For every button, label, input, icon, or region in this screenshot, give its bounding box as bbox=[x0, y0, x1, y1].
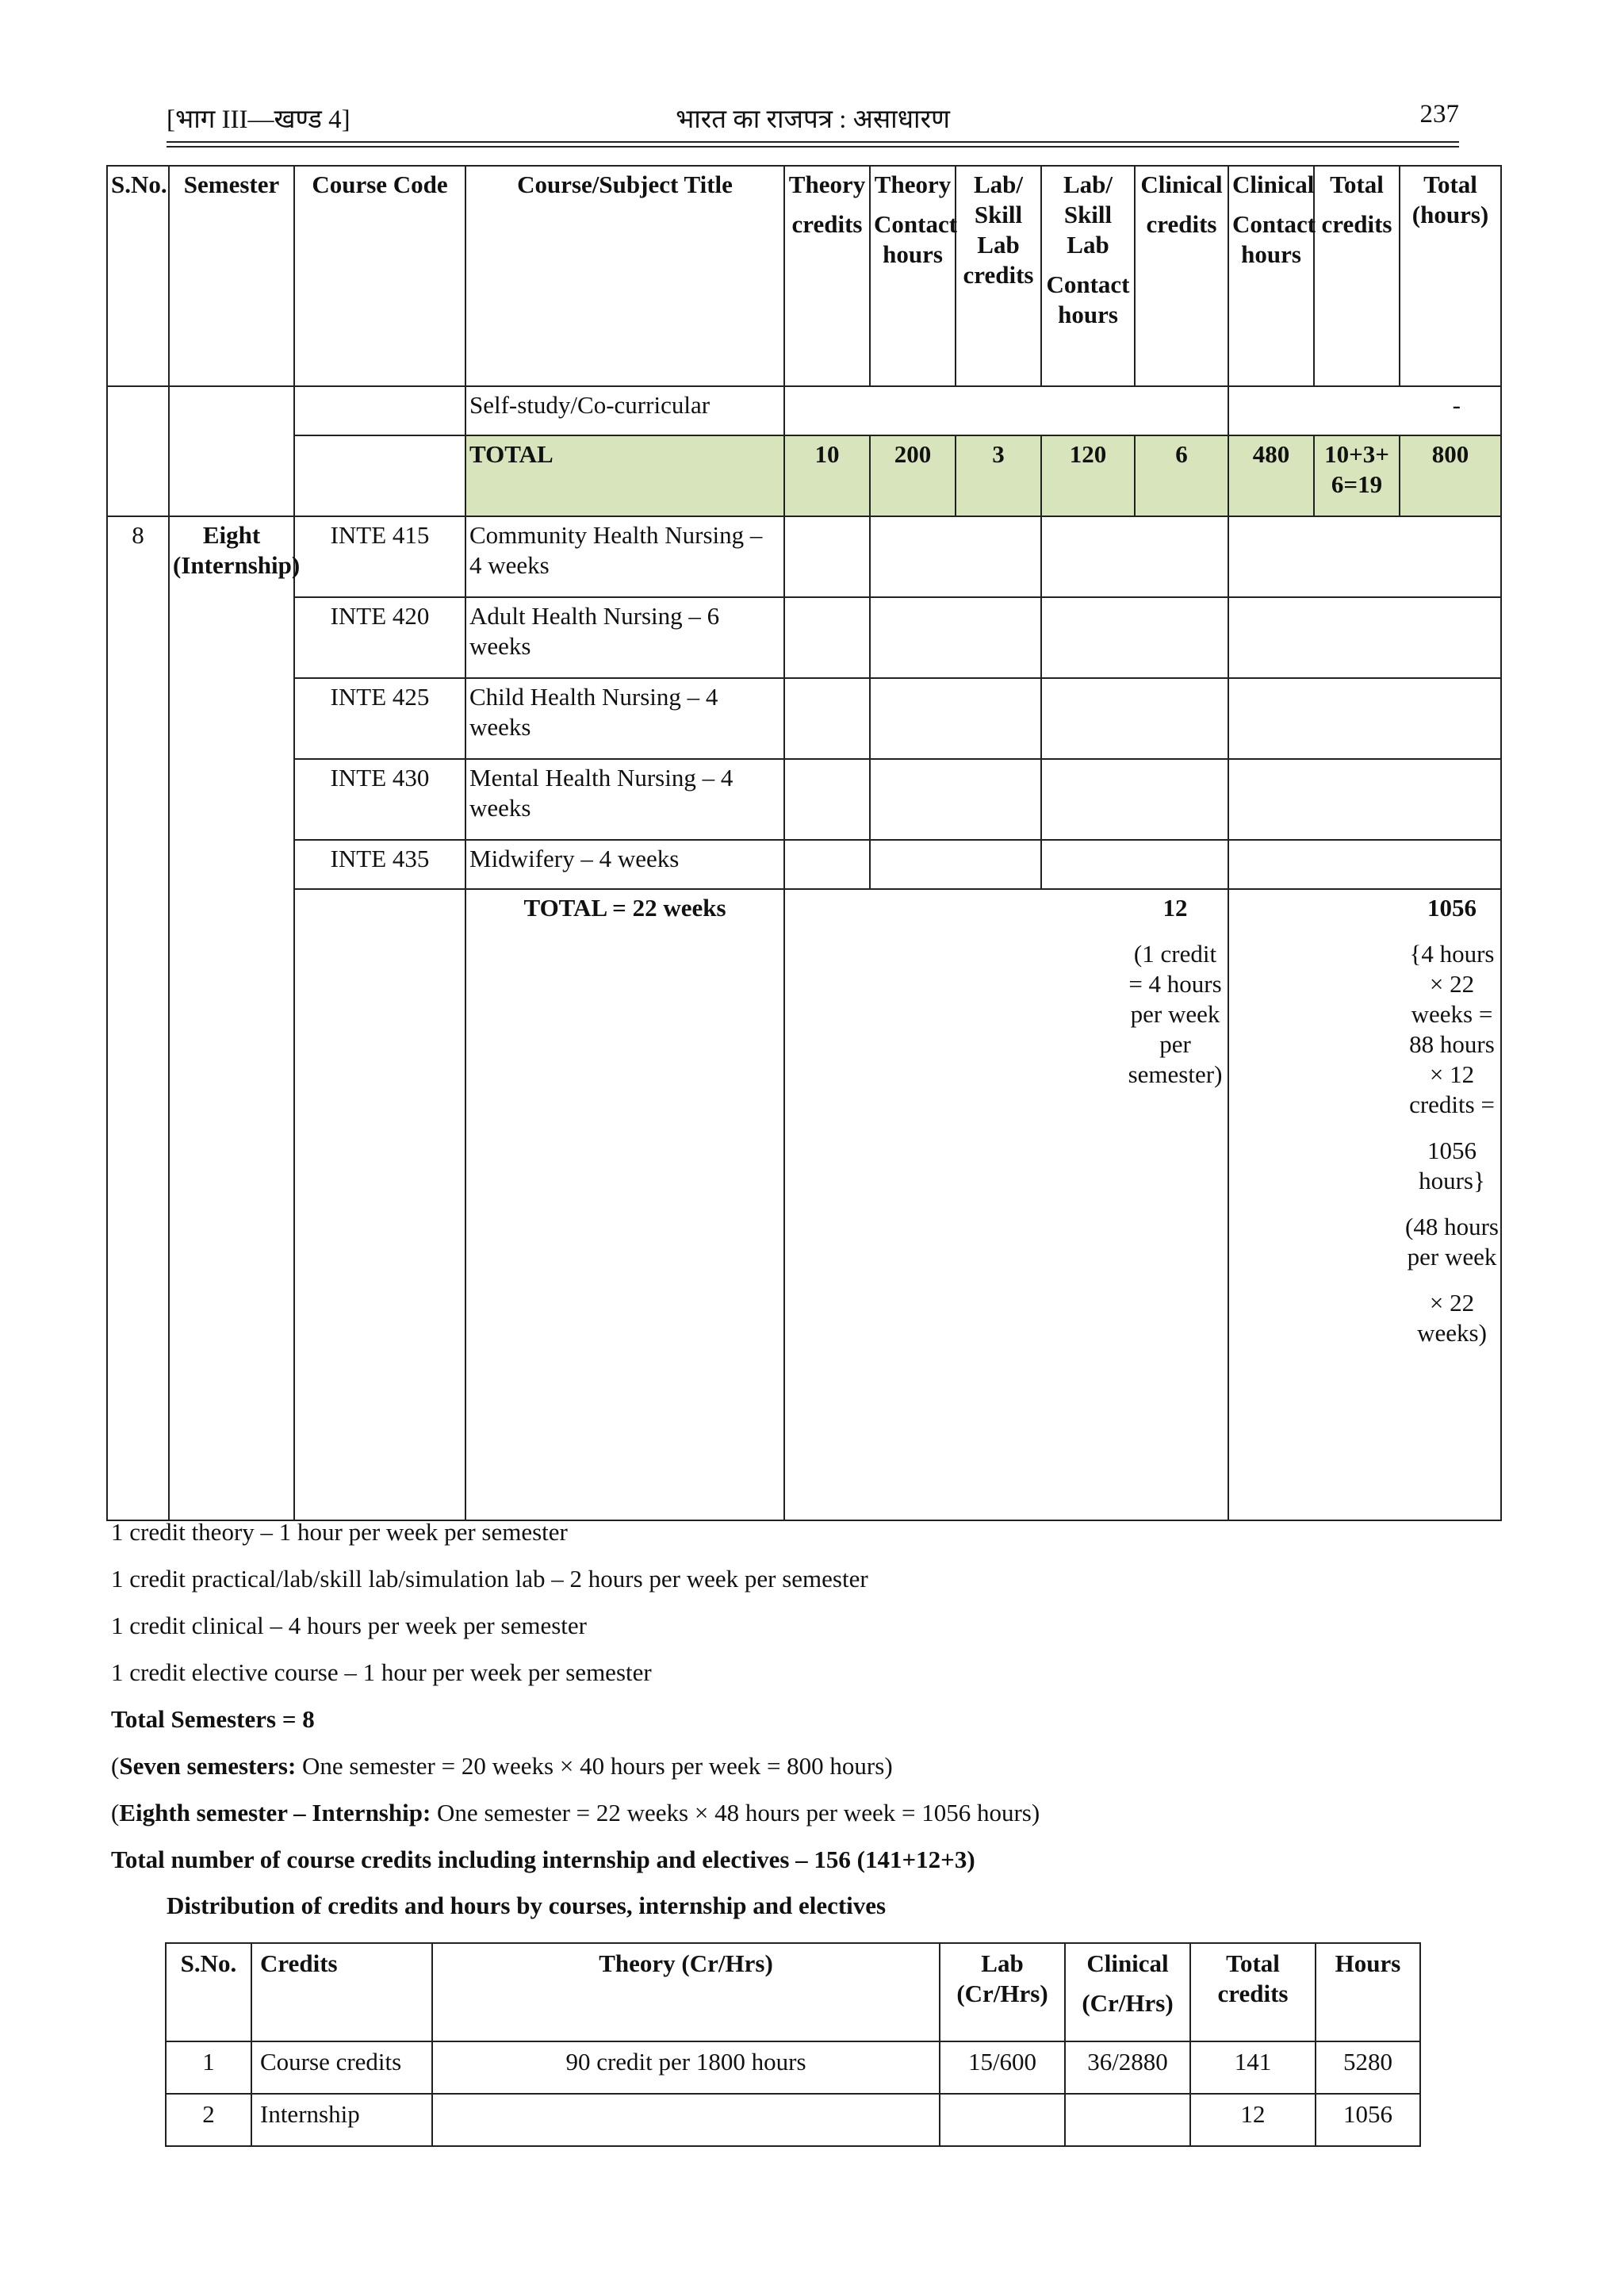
empty-cell bbox=[1041, 516, 1228, 597]
table-row bbox=[107, 678, 1501, 759]
seven-sem-text: One semester = 20 weeks × 40 hours per week = 800 hours) bbox=[296, 1752, 893, 1780]
empty-cell bbox=[784, 759, 870, 840]
empty-cell bbox=[1228, 840, 1501, 889]
dist-lab bbox=[940, 2094, 1065, 2146]
dist-theory: 90 credit per 1800 hours bbox=[432, 2041, 940, 2094]
credit-notes bbox=[111, 1517, 1459, 1892]
dist-total: 141 bbox=[1190, 2041, 1316, 2094]
sem8-total-label: TOTAL = 22 weeks bbox=[465, 889, 784, 1520]
empty-cell bbox=[1228, 516, 1501, 597]
note-total-credits: Total number of course credits including internship and electives – 156 (141+12+3) bbox=[111, 1846, 975, 1873]
col-clinical-credits-b: credits bbox=[1146, 210, 1217, 238]
distribution-table bbox=[165, 1942, 1421, 2147]
dist-col-theory: Theory (Cr/Hrs) bbox=[432, 1943, 940, 2041]
col-theory-contact-a: Theory bbox=[874, 171, 952, 198]
self-study-title: Self-study/Co-curricular bbox=[465, 386, 784, 435]
self-study-hours: - bbox=[1228, 386, 1501, 435]
empty-cell bbox=[784, 597, 870, 678]
dist-col-clinical-a: Clinical bbox=[1086, 1949, 1169, 1977]
gazette-title: भारत का राजपत्र : असाधारण bbox=[676, 105, 950, 134]
total7-label: TOTAL bbox=[465, 435, 784, 516]
col-clinical-contact-b: Contact hours bbox=[1232, 210, 1316, 268]
table-row bbox=[107, 759, 1501, 840]
distribution-title: Distribution of credits and hours by courses, internship and electives bbox=[167, 1892, 887, 1919]
empty-cell bbox=[784, 678, 870, 759]
note-seven-semesters: (Seven semesters: One semester = 20 weeks × 40 hours per week = 800 hours) bbox=[111, 1752, 893, 1780]
dist-credits: Internship bbox=[251, 2094, 432, 2146]
curriculum-table bbox=[106, 165, 1502, 1521]
semester7-total-row bbox=[107, 435, 1501, 516]
sem8-hours-note-1: {4 hours × 22 weeks = 88 hours × 12 credits = bbox=[1409, 940, 1495, 1118]
dist-col-hours: Hours bbox=[1316, 1943, 1420, 2041]
dist-sno: 1 bbox=[166, 2041, 251, 2094]
sem8-semester: Eight (Internship) bbox=[169, 516, 294, 1520]
dist-sno: 2 bbox=[166, 2094, 251, 2146]
sem8-credits-cell bbox=[784, 889, 1228, 1520]
col-sno: S.No. bbox=[107, 166, 169, 386]
total7-clinical-credits: 6 bbox=[1135, 435, 1228, 516]
course-code: INTE 415 bbox=[294, 516, 465, 597]
sem8-sno: 8 bbox=[107, 516, 169, 1520]
sem8-total-row bbox=[107, 889, 1501, 1520]
dist-clinical: 36/2880 bbox=[1065, 2041, 1190, 2094]
empty-cell bbox=[169, 386, 294, 516]
empty-cell bbox=[107, 386, 169, 516]
col-total-credits bbox=[1314, 166, 1400, 386]
dist-col-clinical-b: (Cr/Hrs) bbox=[1082, 1989, 1174, 2017]
course-title: Child Health Nursing – 4 weeks bbox=[465, 678, 784, 759]
col-theory-credits bbox=[784, 166, 870, 386]
col-theory-contact bbox=[870, 166, 956, 386]
col-theory-credits-a: Theory bbox=[788, 171, 866, 198]
course-code: INTE 425 bbox=[294, 678, 465, 759]
part-section-label: [भाग III—खण्ड 4] bbox=[167, 105, 350, 134]
dist-col-lab: Lab (Cr/Hrs) bbox=[940, 1943, 1065, 2041]
empty-cell bbox=[870, 678, 1041, 759]
sem8-credits-value: 12 bbox=[1162, 894, 1188, 922]
col-total-credits-a: Total bbox=[1330, 171, 1384, 198]
sem8-hours-note-3: (48 hours per week bbox=[1405, 1213, 1499, 1271]
total7-total-hours: 800 bbox=[1400, 435, 1501, 516]
dist-col-clinical bbox=[1065, 1943, 1190, 2041]
total7-total-credits: 10+3+ 6=19 bbox=[1314, 435, 1400, 516]
sem8-credits-note: (1 credit = 4 hours per week per semester) bbox=[1128, 940, 1223, 1088]
total7-lab-hours: 120 bbox=[1041, 435, 1135, 516]
col-title: Course/Subject Title bbox=[465, 166, 784, 386]
empty-cell bbox=[1228, 597, 1501, 678]
col-clinical-contact bbox=[1228, 166, 1314, 386]
dist-theory bbox=[432, 2094, 940, 2146]
sem8-hours-note-2: 1056 hours} bbox=[1419, 1137, 1485, 1194]
note-theory: 1 credit theory – 1 hour per week per semester bbox=[111, 1518, 568, 1546]
col-total-hours: Total (hours) bbox=[1400, 166, 1501, 386]
table-header-row bbox=[107, 166, 1501, 386]
col-lab-contact-b: Contact hours bbox=[1046, 270, 1130, 328]
total7-theory-hours: 200 bbox=[870, 435, 956, 516]
empty-cell bbox=[1228, 678, 1501, 759]
course-code: INTE 420 bbox=[294, 597, 465, 678]
empty-cell bbox=[784, 840, 870, 889]
col-semester: Semester bbox=[169, 166, 294, 386]
empty-cell bbox=[870, 516, 1041, 597]
table-row bbox=[107, 516, 1501, 597]
dist-credits: Course credits bbox=[251, 2041, 432, 2094]
course-title: Community Health Nursing – 4 weeks bbox=[465, 516, 784, 597]
col-clinical-contact-a: Clinical bbox=[1232, 171, 1315, 198]
note-eighth-semester: (Eighth semester – Internship: One semester = 22 weeks × 48 hours per week = 1056 hours) bbox=[111, 1799, 1040, 1826]
dist-hours: 1056 bbox=[1316, 2094, 1420, 2146]
course-title: Mental Health Nursing – 4 weeks bbox=[465, 759, 784, 840]
self-study-row bbox=[107, 386, 1501, 435]
page-number: 237 bbox=[1419, 100, 1459, 128]
col-theory-contact-b: Contact hours bbox=[874, 210, 958, 268]
sem8-hours-note-4: × 22 weeks) bbox=[1417, 1289, 1487, 1347]
empty-cell bbox=[1041, 840, 1228, 889]
course-title: Midwifery – 4 weeks bbox=[465, 840, 784, 889]
col-lab-contact bbox=[1041, 166, 1135, 386]
empty-cell bbox=[784, 516, 870, 597]
eighth-sem-label: Eighth semester – Internship: bbox=[119, 1799, 431, 1826]
course-code: INTE 430 bbox=[294, 759, 465, 840]
empty-cell bbox=[294, 435, 465, 516]
empty-cell bbox=[1041, 759, 1228, 840]
eighth-sem-text: One semester = 22 weeks × 48 hours per week = 1056 hours) bbox=[431, 1799, 1040, 1826]
empty-cell bbox=[870, 597, 1041, 678]
dist-clinical bbox=[1065, 2094, 1190, 2146]
table-row bbox=[107, 597, 1501, 678]
sem8-hours-cell bbox=[1228, 889, 1501, 1520]
header-rule-double bbox=[167, 146, 1459, 148]
dist-col-sno: S.No. bbox=[166, 1943, 251, 2041]
empty-cell bbox=[870, 759, 1041, 840]
total7-theory-credits: 10 bbox=[784, 435, 870, 516]
empty-cell bbox=[294, 889, 465, 1520]
col-course-code: Course Code bbox=[294, 166, 465, 386]
empty-cell bbox=[294, 386, 465, 435]
total7-lab-credits: 3 bbox=[956, 435, 1041, 516]
empty-cell bbox=[1041, 597, 1228, 678]
seven-sem-label: Seven semesters: bbox=[119, 1752, 297, 1780]
col-theory-credits-b: credits bbox=[791, 210, 863, 238]
course-code: INTE 435 bbox=[294, 840, 465, 889]
dist-col-total: Total credits bbox=[1190, 1943, 1316, 2041]
empty-cell bbox=[1041, 678, 1228, 759]
empty-cell bbox=[1228, 759, 1501, 840]
col-total-credits-b: credits bbox=[1321, 210, 1392, 238]
header-rule bbox=[167, 141, 1459, 143]
col-clinical-credits-a: Clinical bbox=[1140, 171, 1223, 198]
col-lab-credits: Lab/ Skill Lab credits bbox=[956, 166, 1041, 386]
total7-clinical-hours: 480 bbox=[1228, 435, 1314, 516]
table-row bbox=[166, 2041, 1420, 2094]
empty-cell bbox=[784, 386, 1228, 435]
empty-cell bbox=[870, 840, 1041, 889]
dist-total: 12 bbox=[1190, 2094, 1316, 2146]
col-clinical-credits bbox=[1135, 166, 1228, 386]
table-row bbox=[166, 2094, 1420, 2146]
dist-header-row bbox=[166, 1943, 1420, 2041]
table-row bbox=[107, 840, 1501, 889]
col-lab-contact-a: Lab/ Skill Lab bbox=[1063, 171, 1113, 259]
note-total-semesters: Total Semesters = 8 bbox=[111, 1705, 315, 1733]
note-practical: 1 credit practical/lab/skill lab/simulation lab – 2 hours per week per semester bbox=[111, 1565, 868, 1593]
dist-col-credits: Credits bbox=[251, 1943, 432, 2041]
course-title: Adult Health Nursing – 6 weeks bbox=[465, 597, 784, 678]
sem8-hours-value: 1056 bbox=[1427, 894, 1477, 922]
note-elective: 1 credit elective course – 1 hour per week per semester bbox=[111, 1658, 652, 1686]
dist-hours: 5280 bbox=[1316, 2041, 1420, 2094]
dist-lab: 15/600 bbox=[940, 2041, 1065, 2094]
note-clinical: 1 credit clinical – 4 hours per week per semester bbox=[111, 1612, 587, 1639]
page-header bbox=[167, 100, 1459, 140]
